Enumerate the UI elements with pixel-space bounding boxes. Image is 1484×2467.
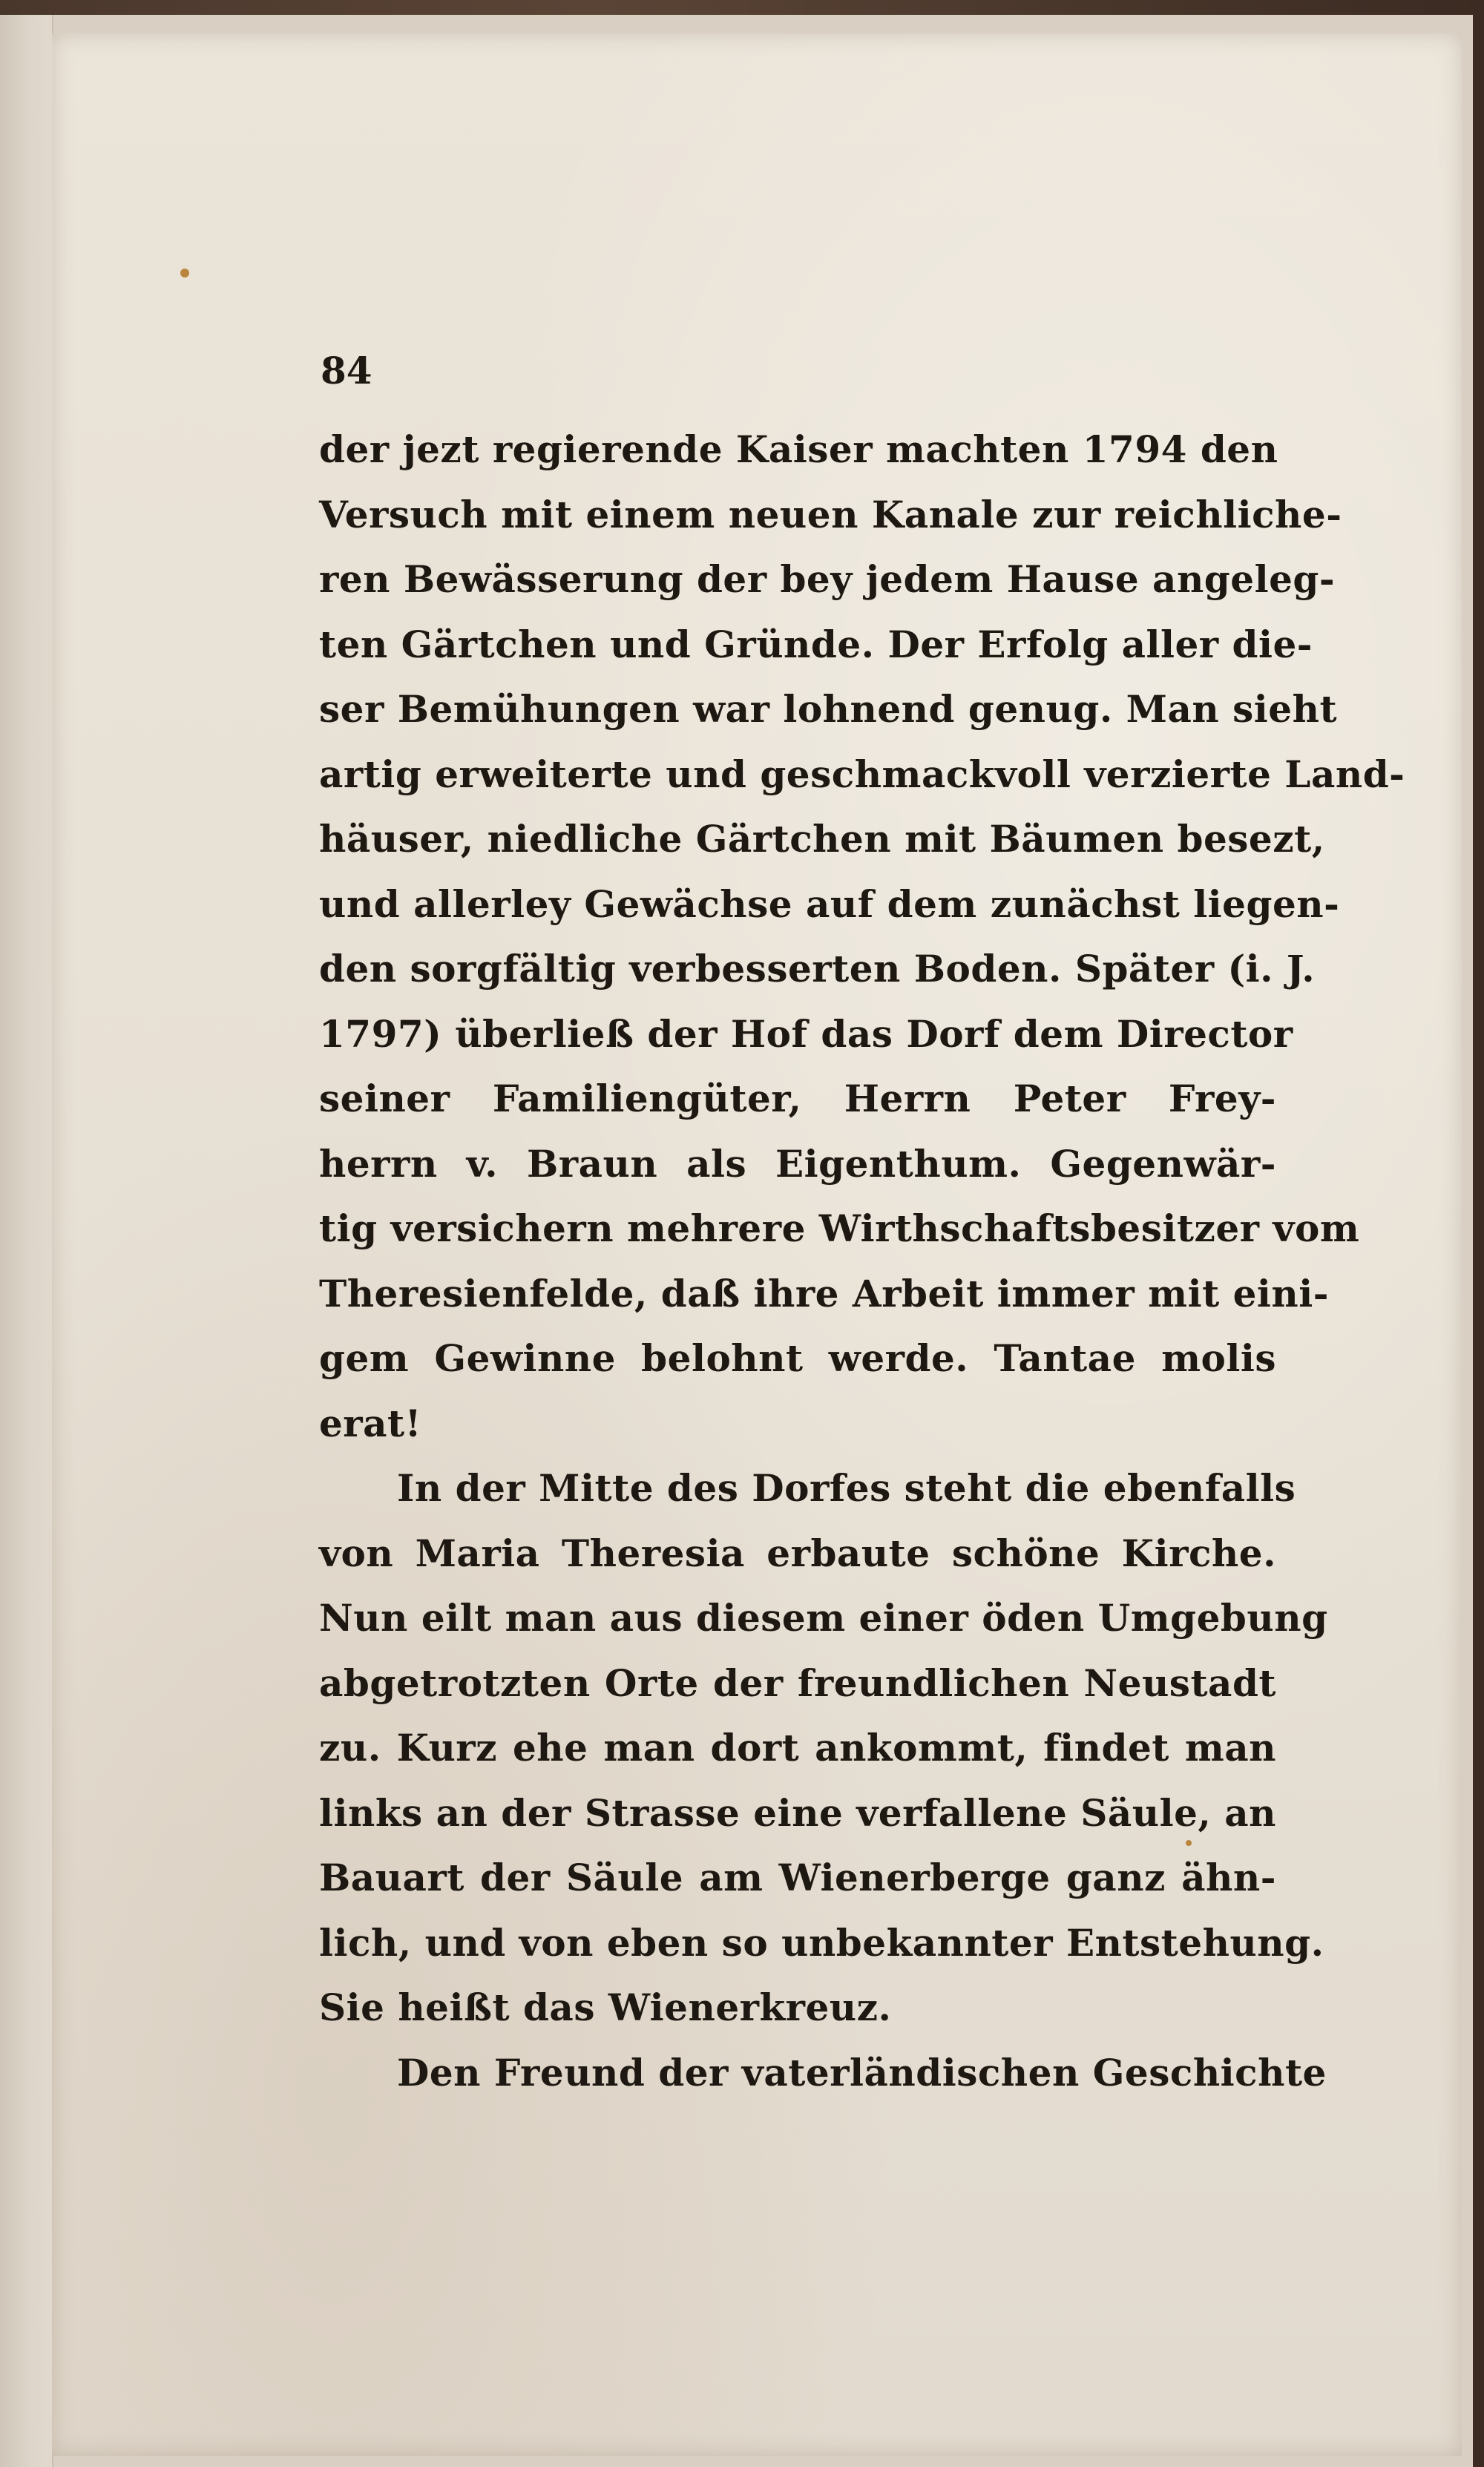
page-left-edge bbox=[0, 15, 53, 2467]
text-line: ren Bewässerung der bey jedem Hause angeleg- bbox=[319, 557, 1336, 601]
text-line: abgetrotzten Orte der freundlichen Neustadt bbox=[319, 1660, 1276, 1705]
page-number: 84 bbox=[321, 349, 372, 392]
text-line: tig versichern mehrere Wirthschaftsbesitzer vom bbox=[319, 1206, 1360, 1250]
text-line: häuser, niedliche Gärtchen mit Bäumen besezt, bbox=[319, 817, 1325, 861]
text-line: und allerley Gewächse auf dem zunächst liegen- bbox=[319, 881, 1340, 926]
text-line: der jezt regierende Kaiser machten 1794 den bbox=[319, 427, 1278, 471]
text-line: ten Gärtchen und Gründe. Der Erfolg aller die- bbox=[319, 622, 1313, 666]
foxing-spot bbox=[180, 269, 189, 277]
text-line: herrn v. Braun als Eigenthum. Gegenwär- bbox=[319, 1141, 1276, 1186]
text-line: von Maria Theresia erbaute schöne Kirche. bbox=[319, 1531, 1276, 1575]
text-line: lich, und von eben so unbekannter Entstehung. bbox=[319, 1920, 1324, 1965]
text-line: ser Bemühungen war lohnend genug. Man sieht bbox=[319, 687, 1338, 731]
text-line: gem Gewinne belohnt werde. Tantae molis bbox=[319, 1336, 1276, 1380]
text-line: In der Mitte des Dorfes steht die ebenfalls bbox=[397, 1466, 1296, 1510]
text-line: seiner Familiengüter, Herrn Peter Frey- bbox=[319, 1077, 1276, 1120]
text-line: Bauart der Säule am Wienerberge ganz ähn- bbox=[319, 1856, 1276, 1899]
text-line: Theresienfelde, daß ihre Arbeit immer mit eini- bbox=[319, 1271, 1329, 1315]
text-line: 1797) überließ der Hof das Dorf dem Director bbox=[319, 1011, 1293, 1056]
body-text bbox=[319, 417, 1405, 2105]
text-line: Nun eilt man aus diesem einer öden Umgebung bbox=[319, 1596, 1328, 1640]
text-line: den sorgfältig verbesserten Boden. Später (i. J. bbox=[319, 947, 1316, 991]
text-line: erat! bbox=[319, 1401, 422, 1445]
text-line: Sie heißt das Wienerkreuz. bbox=[319, 1985, 892, 2029]
text-line: zu. Kurz ehe man dort ankommt, findet man bbox=[319, 1726, 1276, 1770]
text-line: artig erweiterte und geschmackvoll verzierte Land- bbox=[319, 752, 1405, 796]
text-line: Versuch mit einem neuen Kanale zur reichliche- bbox=[319, 492, 1342, 536]
text-line: Den Freund der vaterländischen Geschichte bbox=[397, 2050, 1327, 2095]
text-line: links an der Strasse eine verfallene Säule, an bbox=[319, 1790, 1276, 1835]
